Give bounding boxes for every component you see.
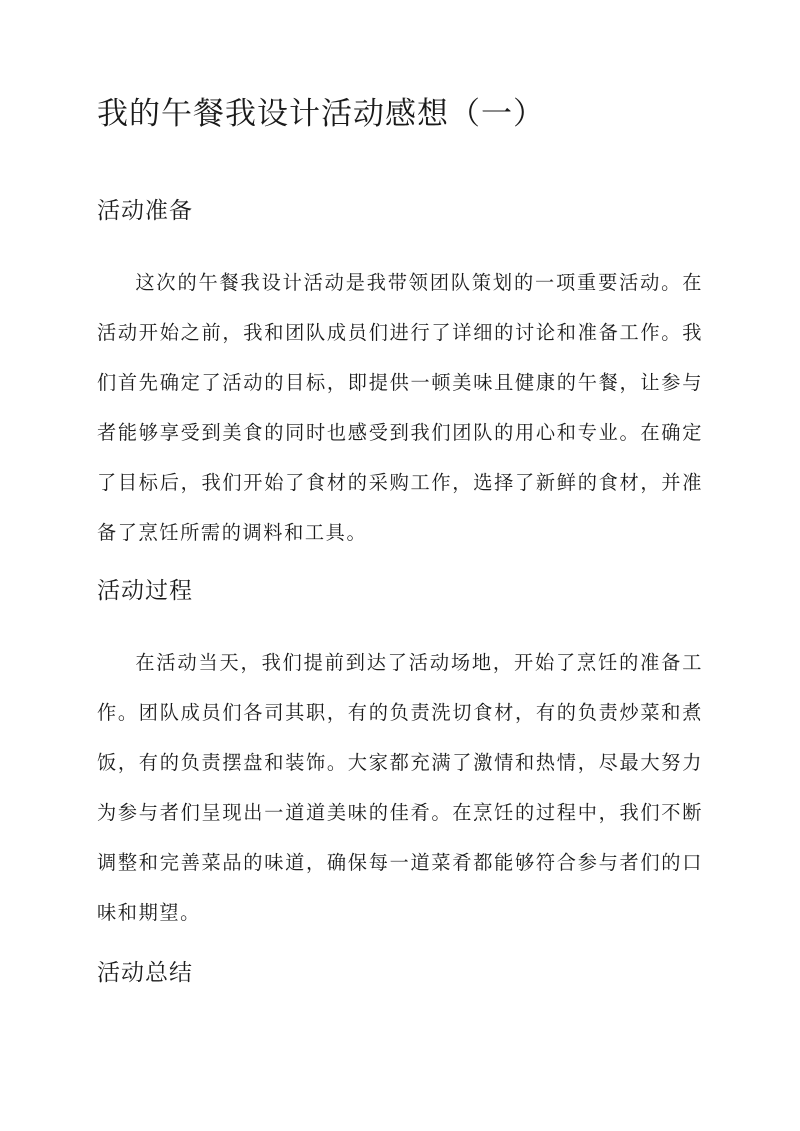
section-heading-preparation: 活动准备 [97,198,193,224]
section-paragraph-process: 在活动当天，我们提前到达了活动场地，开始了烹饪的准备工作。团队成员们各司其职，有的负责洗切食材，有的负责炒菜和煮饭，有的负责摆盘和装饰。大家都充满了激情和热情，尽最大努力为参与者们呈现出一道道美味的佳肴。在烹饪的过程中，我们不断调整和完善菜品的味道，确保每一道菜肴都能够符合参与者们的口味和期望。 [97,651,703,924]
section-heading-process: 活动过程 [97,578,193,604]
section-heading-summary: 活动总结 [97,960,193,986]
section-paragraph-preparation: 这次的午餐我设计活动是我带领团队策划的一项重要活动。在活动开始之前，我和团队成员们进行了详细的讨论和准备工作。我们首先确定了活动的目标，即提供一顿美味且健康的午餐，让参与者能够享受到美食的同时也感受到我们团队的用心和专业。在确定了目标后，我们开始了食材的采购工作，选择了新鲜的食材，并准备了烹饪所需的调料和工具。 [97,271,703,544]
page-title: 我的午餐我设计活动感想（一） [97,96,545,132]
